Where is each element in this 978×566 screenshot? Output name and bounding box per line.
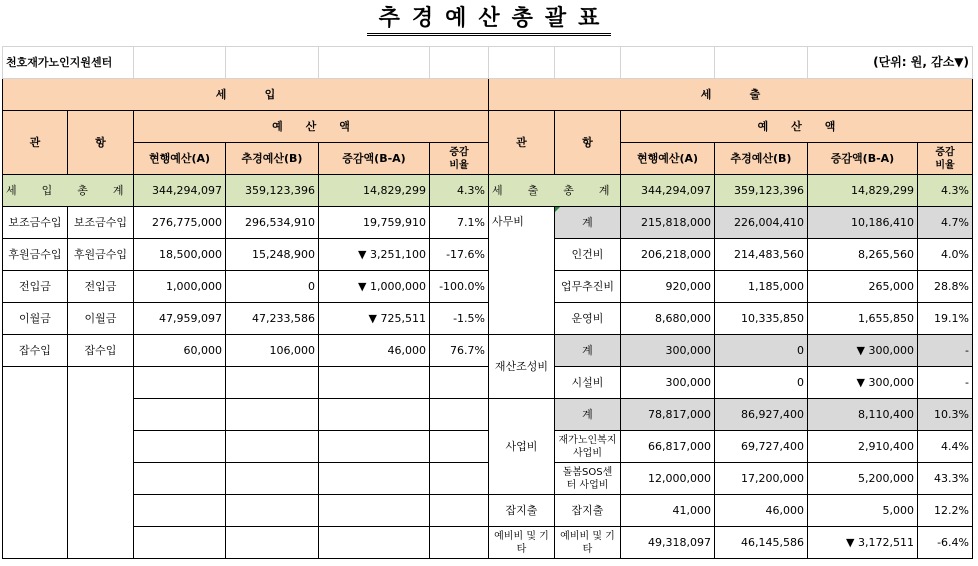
revenue-empty-cell	[134, 399, 226, 431]
revenue-gwan: 보조금수입	[3, 207, 68, 239]
expense-revised: 69,727,400	[715, 431, 808, 463]
revenue-current: 1,000,000	[134, 271, 226, 303]
expense-subtotal-diff: 8,110,400	[808, 399, 918, 431]
revenue-empty-cell	[226, 399, 319, 431]
page-title	[0, 6, 978, 36]
expense-current-header: 현행예산(A)	[621, 143, 715, 175]
expense-rate-header	[918, 143, 973, 175]
revenue-revised: 296,534,910	[226, 207, 319, 239]
table-row	[3, 239, 973, 271]
rate-header-line1: 증감	[935, 146, 955, 158]
expense-total-revised: 359,123,396	[715, 175, 808, 207]
expense-diff: 2,910,400	[808, 431, 918, 463]
revenue-revised: 15,248,900	[226, 239, 319, 271]
table-row	[3, 495, 973, 527]
expense-revised: 0	[715, 367, 808, 399]
revenue-current-header: 현행예산(A)	[134, 143, 226, 175]
expense-hang: 운영비	[555, 303, 621, 335]
revenue-empty-cell	[430, 463, 489, 495]
expense-total-rate: 4.3%	[918, 175, 973, 207]
revenue-diff-header: 증감액(B-A)	[319, 143, 430, 175]
expense-revised: 17,200,000	[715, 463, 808, 495]
expense-gwan-reserve: 예비비 및 기타	[489, 527, 555, 559]
revenue-hang: 이월금	[68, 303, 134, 335]
expense-diff: 5,200,000	[808, 463, 918, 495]
revenue-hang-header: 항	[68, 111, 134, 175]
expense-diff: ▼ 300,000	[808, 367, 918, 399]
expense-subtotal-hang: 계	[555, 399, 621, 431]
revenue-rate: -17.6%	[430, 239, 489, 271]
revenue-empty-cell	[134, 463, 226, 495]
expense-hang: 예비비 및 기타	[555, 527, 621, 559]
revenue-current: 276,775,000	[134, 207, 226, 239]
revenue-gwan-header: 관	[3, 111, 68, 175]
expense-current: 920,000	[621, 271, 715, 303]
revenue-empty-cell	[430, 495, 489, 527]
rate-header-line2: 비율	[449, 159, 469, 171]
expense-rate: -	[918, 367, 973, 399]
revenue-empty-cell	[134, 527, 226, 559]
revenue-empty-cell	[319, 463, 430, 495]
revenue-diff: 46,000	[319, 335, 430, 367]
revenue-revised-header: 추경예산(B)	[226, 143, 319, 175]
budget-summary-table	[2, 46, 973, 559]
revenue-empty-cell	[430, 431, 489, 463]
revenue-gwan: 전입금	[3, 271, 68, 303]
revenue-empty-cell	[226, 463, 319, 495]
expense-revised: 214,483,560	[715, 239, 808, 271]
revenue-current: 18,500,000	[134, 239, 226, 271]
revenue-empty-cell	[226, 431, 319, 463]
expense-gwan-project: 사업비	[489, 399, 555, 495]
org-name: 천호재가노인지원센터	[3, 47, 134, 79]
expense-total-current: 344,294,097	[621, 175, 715, 207]
expense-diff: ▼ 3,172,511	[808, 527, 918, 559]
revenue-empty-cell	[319, 399, 430, 431]
expense-revised: 46,145,586	[715, 527, 808, 559]
expense-gwan-property: 재산조성비	[489, 335, 555, 399]
revenue-diff: ▼ 1,000,000	[319, 271, 430, 303]
revenue-empty-cell	[319, 495, 430, 527]
expense-subtotal-diff: ▼ 300,000	[808, 335, 918, 367]
expense-hang: 업무추진비	[555, 271, 621, 303]
expense-diff-header: 증감액(B-A)	[808, 143, 918, 175]
unit-label: (단위: 원, 감소▼)	[808, 47, 973, 79]
revenue-revised: 47,233,586	[226, 303, 319, 335]
revenue-total-diff: 14,829,299	[319, 175, 430, 207]
expense-current: 41,000	[621, 495, 715, 527]
expense-subtotal-hang: 계	[555, 207, 621, 239]
expense-gwan-header: 관	[489, 111, 555, 175]
expense-diff: 1,655,850	[808, 303, 918, 335]
table-row	[3, 207, 973, 239]
expense-rate: 4.0%	[918, 239, 973, 271]
expense-subtotal-rate: -	[918, 335, 973, 367]
expense-diff: 5,000	[808, 495, 918, 527]
revenue-empty-cell	[319, 367, 430, 399]
expense-revised-header: 추경예산(B)	[715, 143, 808, 175]
expense-hang: 시설비	[555, 367, 621, 399]
revenue-current: 47,959,097	[134, 303, 226, 335]
expense-gwan-office-label: 사무비	[492, 215, 524, 228]
revenue-empty-cell	[134, 495, 226, 527]
expense-diff: 265,000	[808, 271, 918, 303]
expense-current: 49,318,097	[621, 527, 715, 559]
revenue-budget-header: 예 산 액	[134, 111, 489, 143]
page-title-text: 추경예산총괄표	[367, 6, 612, 36]
expense-header: 세 출	[489, 79, 973, 111]
expense-revised: 1,185,000	[715, 271, 808, 303]
table-row	[3, 271, 973, 303]
expense-subtotal-current: 78,817,000	[621, 399, 715, 431]
revenue-hang: 보조금수입	[68, 207, 134, 239]
expense-diff: 8,265,560	[808, 239, 918, 271]
revenue-diff: ▼ 725,511	[319, 303, 430, 335]
revenue-diff: ▼ 3,251,100	[319, 239, 430, 271]
expense-current: 12,000,000	[621, 463, 715, 495]
revenue-total-label: 세 입 총 계	[3, 175, 134, 207]
revenue-revised: 0	[226, 271, 319, 303]
expense-rate: 19.1%	[918, 303, 973, 335]
revenue-current: 60,000	[134, 335, 226, 367]
expense-subtotal-diff: 10,186,410	[808, 207, 918, 239]
expense-total-diff: 14,829,299	[808, 175, 918, 207]
expense-subtotal-revised: 86,927,400	[715, 399, 808, 431]
expense-revised: 46,000	[715, 495, 808, 527]
expense-gwan-office	[489, 207, 555, 335]
expense-rate: 4.4%	[918, 431, 973, 463]
expense-hang: 재가노인복지 사업비	[555, 431, 621, 463]
revenue-empty-cell	[134, 431, 226, 463]
revenue-total-current: 344,294,097	[134, 175, 226, 207]
revenue-gwan: 잡수입	[3, 335, 68, 367]
revenue-empty-cell	[430, 367, 489, 399]
revenue-header: 세 입	[3, 79, 489, 111]
revenue-empty-cell	[3, 367, 68, 559]
revenue-total-revised: 359,123,396	[226, 175, 319, 207]
revenue-empty-cell	[430, 399, 489, 431]
expense-subtotal-revised: 0	[715, 335, 808, 367]
table-row	[3, 335, 973, 367]
table-row	[3, 367, 973, 399]
expense-subtotal-hang: 계	[555, 335, 621, 367]
revenue-rate: -100.0%	[430, 271, 489, 303]
revenue-empty-cell	[430, 527, 489, 559]
revenue-revised: 106,000	[226, 335, 319, 367]
expense-rate: 12.2%	[918, 495, 973, 527]
expense-subtotal-current: 300,000	[621, 335, 715, 367]
expense-hang-header: 항	[555, 111, 621, 175]
revenue-empty-cell	[319, 527, 430, 559]
revenue-empty-cell	[134, 367, 226, 399]
revenue-hang: 잡수입	[68, 335, 134, 367]
revenue-empty-cell	[68, 367, 134, 559]
expense-rate: 28.8%	[918, 271, 973, 303]
expense-subtotal-rate: 4.7%	[918, 207, 973, 239]
revenue-gwan: 후원금수입	[3, 239, 68, 271]
rate-header-line1: 증감	[449, 146, 469, 158]
expense-current: 66,817,000	[621, 431, 715, 463]
revenue-total-rate: 4.3%	[430, 175, 489, 207]
expense-current: 300,000	[621, 367, 715, 399]
revenue-empty-cell	[226, 527, 319, 559]
expense-hang: 돌봄SOS센터 사업비	[555, 463, 621, 495]
expense-total-label: 세 출 총 계	[489, 175, 621, 207]
expense-hang: 인건비	[555, 239, 621, 271]
revenue-rate: -1.5%	[430, 303, 489, 335]
revenue-empty-cell	[226, 367, 319, 399]
revenue-hang: 후원금수입	[68, 239, 134, 271]
revenue-empty-cell	[226, 495, 319, 527]
expense-rate: 43.3%	[918, 463, 973, 495]
expense-current: 206,218,000	[621, 239, 715, 271]
table-row	[3, 431, 973, 463]
expense-revised: 10,335,850	[715, 303, 808, 335]
rate-header-line2: 비율	[935, 159, 955, 171]
expense-gwan-misc: 잡지출	[489, 495, 555, 527]
table-row	[3, 303, 973, 335]
table-row	[3, 399, 973, 431]
table-row	[3, 463, 973, 495]
expense-subtotal-rate: 10.3%	[918, 399, 973, 431]
expense-hang: 잡지출	[555, 495, 621, 527]
expense-subtotal-current: 215,818,000	[621, 207, 715, 239]
revenue-diff: 19,759,910	[319, 207, 430, 239]
revenue-rate-header	[430, 143, 489, 175]
total-row	[3, 175, 973, 207]
table-row	[3, 527, 973, 559]
expense-budget-header: 예 산 액	[621, 111, 973, 143]
expense-rate: -6.4%	[918, 527, 973, 559]
revenue-gwan: 이월금	[3, 303, 68, 335]
revenue-empty-cell	[319, 431, 430, 463]
expense-current: 8,680,000	[621, 303, 715, 335]
expense-subtotal-revised: 226,004,410	[715, 207, 808, 239]
revenue-rate: 7.1%	[430, 207, 489, 239]
revenue-hang: 전입금	[68, 271, 134, 303]
revenue-rate: 76.7%	[430, 335, 489, 367]
